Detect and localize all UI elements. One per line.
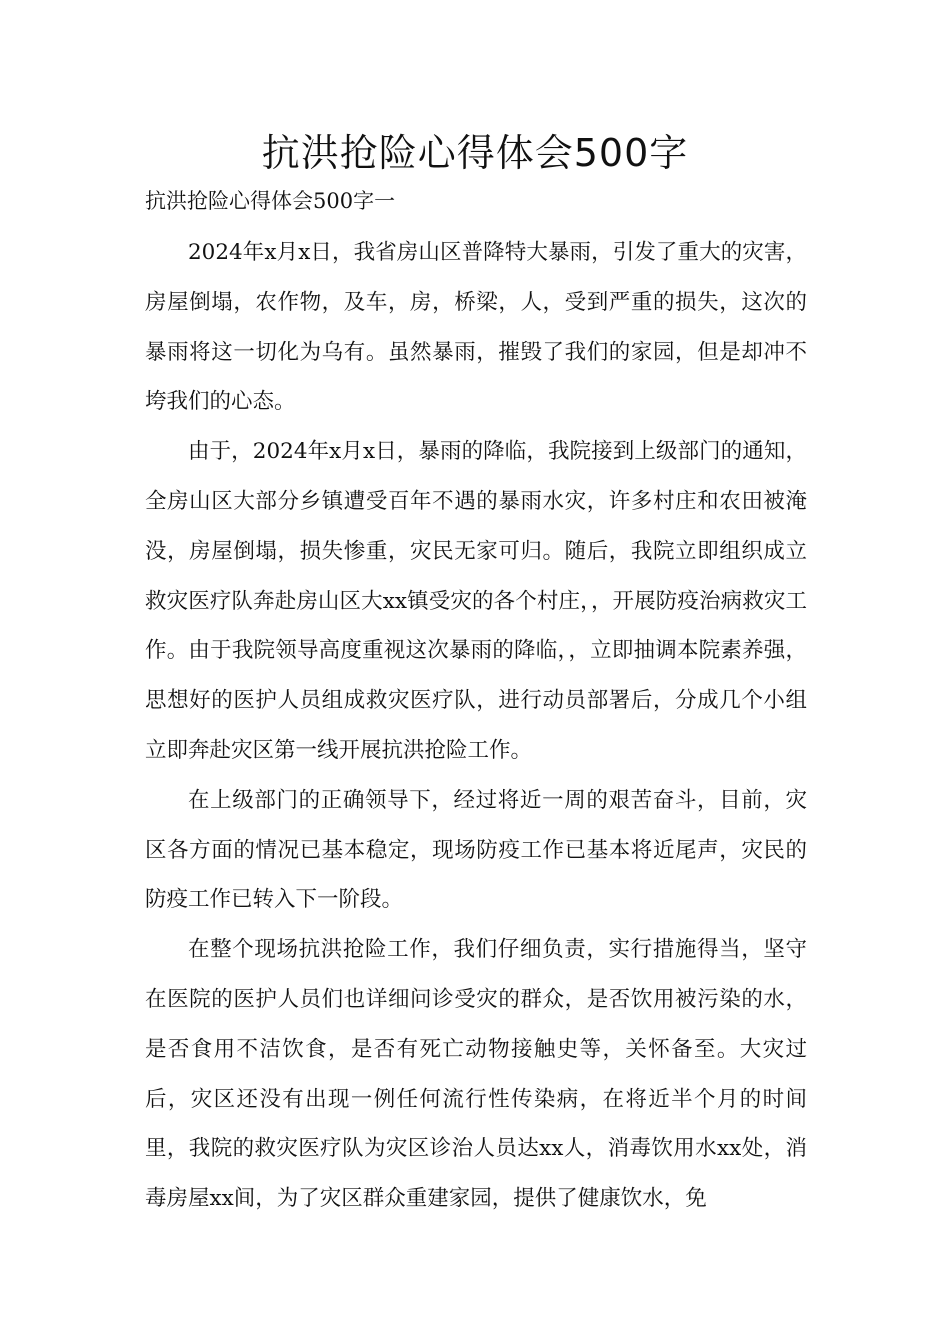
document-body [145, 228, 807, 1224]
paragraph-2: 由于，2024年x月x日，暴雨的降临，我院接到上级部门的通知，全房山区大部分乡镇遭受百年不遇的暴雨水灾，许多村庄和农田被淹没，房屋倒塌，损失惨重，灾民无家可归。随后，我院立即组织成立救灾医疗队奔赴房山区大xx镇受灾的各个村庄，，开展防疫治病救灾工作。由于我院领导高度重视这次暴雨的降临，，立即抽调本院素养强，思想好的医护人员组成救灾医疗队，进行动员部署后，分成几个小组立即奔赴灾区第一线开展抗洪抢险工作。 [145, 439, 807, 763]
paragraph-3: 在上级部门的正确领导下，经过将近一周的艰苦奋斗，目前，灾区各方面的情况已基本稳定，现场防疫工作已基本将近尾声，灾民的防疫工作已转入下一阶段。 [145, 787, 807, 913]
document-title: 抗洪抢险心得体会500字 [261, 131, 689, 175]
paragraph-4: 在整个现场抗洪抢险工作，我们仔细负责，实行措施得当，坚守在医院的医护人员们也详细问诊受灾的群众，是否饮用被污染的水，是否食用不洁饮食，是否有死亡动物接触史等，关怀备至。大灾过后，灾区还没有出现一例任何流行性传染病，在将近半个月的时间里，我院的救灾医疗队为灾区诊治人员达xx人，消毒饮用水xx处，消毒房屋xx间，为了灾区群众重建家园，提供了健康饮水，免 [145, 937, 807, 1212]
paragraph-1: 2024年x月x日，我省房山区普降特大暴雨，引发了重大的灾害，房屋倒塌，农作物，及车，房，桥梁，人，受到严重的损失，这次的暴雨将这一切化为乌有。虽然暴雨，摧毁了我们的家园，但是却冲不垮我们的心态。 [145, 240, 807, 415]
document-subtitle: 抗洪抢险心得体会500字一 [145, 189, 396, 213]
